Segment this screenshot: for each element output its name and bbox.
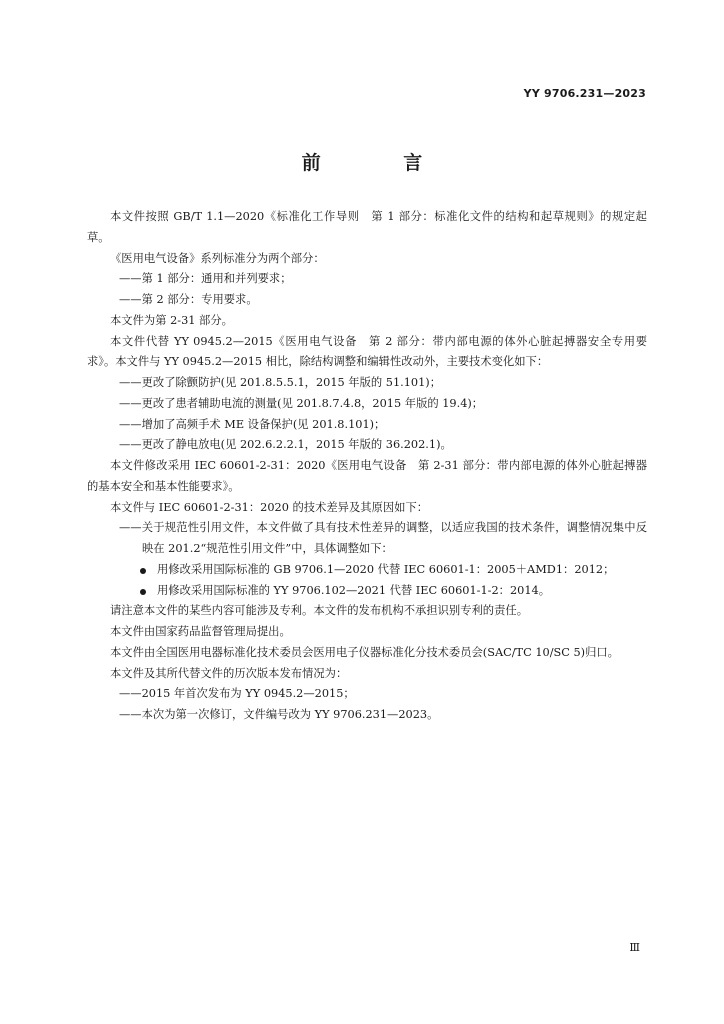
paragraph: 本文件由国家药品监督管理局提出。 [110,625,291,638]
paragraph: 本文件由全国医用电器标准化技术委员会医用电子仪器标准化分技术委员会(SAC/TC 10/SC 5)归口。 [110,645,619,659]
dash-item: ——更改了除颤防护(见 201.8.5.5.1，2015 年版的 51.101)； [119,376,441,389]
page-title: 前 言 [301,152,461,174]
dash-item: ——增加了高频手术 ME 设备保护(见 201.8.101)； [119,417,386,431]
dash-item: ——更改了静电放电(见 202.6.2.2.1，2015 年版的 36.202.1)。 [119,438,452,452]
paragraph: 本文件代替 YY 0945.2—2015《医用电气设备 第 2 部分：带内部电源的体外心脏起搏器安全专用要求》。本文件与 YY 0945.2—2015 相比，除结构调整和编辑性改动外，主要技术变化如下： [87,334,647,369]
dash-item: ——2015 年首次发布为 YY 0945.2—2015； [119,687,355,701]
dash-item: ——第 2 部分：专用要求。 [119,293,258,306]
paragraph: 本文件修改采用 IEC 60601-2-31：2020《医用电气设备 第 2-31 部分：带内部电源的体外心脏起搏器的基本安全和基本性能要求》。 [87,459,647,493]
bullet-icon [140,568,146,574]
bullet-item [87,560,647,581]
page-number: Ⅲ [629,941,640,954]
paragraph: 《医用电气设备》系列标准分为两个部分： [110,251,325,265]
dash-item: ——更改了患者辅助电流的测量(见 201.8.7.4.8，2015 年版的 19.4)； [119,396,484,410]
dash-item: ——关于规范性引用文件，本文件做了具有技术性差异的调整，以适应我国的技术条件，调整情况集中反映在 201.2“规范性引用文件”中，具体调整如下： [119,521,647,555]
bullet-text: 用修改采用国际标准的 YY 9706.102—2021 代替 IEC 60601-1-2：2014。 [157,583,551,597]
dash-item: ——本次为第一次修订，文件编号改为 YY 9706.231—2023。 [119,708,439,721]
foreword-body [87,207,647,726]
paragraph: 请注意本文件的某些内容可能涉及专利。本文件的发布机构不承担识别专利的责任。 [110,604,528,618]
bullet-icon [140,589,146,595]
paragraph: 本文件按照 GB/T 1.1—2020《标准化工作导则 第 1 部分：标准化文件的结构和起草规则》的规定起草。 [87,210,647,244]
bullet-text: 用修改采用国际标准的 GB 9706.1—2020 代替 IEC 60601-1：2005＋AMD1：2012； [157,562,615,576]
paragraph: 本文件为第 2-31 部分。 [110,313,233,327]
dash-item: ——第 1 部分：通用和并列要求； [119,272,292,286]
paragraph: 本文件与 IEC 60601-2-31：2020 的技术差异及其原因如下： [110,500,429,514]
paragraph: 本文件及其所代替文件的历次版本发布情况为： [110,666,348,680]
bullet-item [87,581,647,602]
document-number: YY 9706.231—2023 [523,87,646,100]
